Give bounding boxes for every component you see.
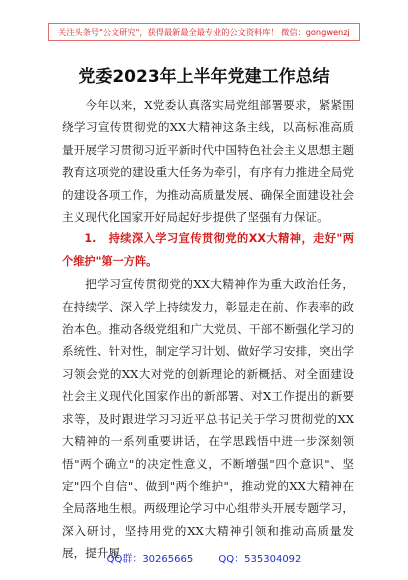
- section-heading: 1. 持续深入学习宣传贯彻党的XX大精神，走好"两个维护"第一方阵。: [62, 232, 354, 268]
- contact-footer: [0, 550, 408, 565]
- document-title: 党委2023年上半年党建工作总结: [78, 67, 330, 87]
- intro-paragraph: 今年以来，X党委认真落实局党组部署要求，紧紧围绕学习宣传贯彻党的XX大精神这条主线，以高标准高质量开展学习贯彻习近平新时代中国特色社会主义思想主题教育这项党的建设重大任务为牵引，有序有力推进全局党的建设各项工作，为推动高质量发展、确保全面建设社会主义现代化国家开好局起好步提供了坚强有力保证。: [62, 98, 354, 225]
- section-paragraph: 把学习宣传贯彻党的XX大精神作为重大政治任务，在持续学、深入学上持续发力，彰显走在前、作表率的政治本色。推动各级党组和广大党员、干部不断强化学习的系统性、针对性，制定学习计划、做好学习安排，突出学习领会党的XX大对党的创新理论的新概括、对全面建设社会主义现代化国家作出的新部署、对X工作提出的新要求等，及时跟进学习习近平总书记关于学习贯彻党的XX大精神的一系列重要讲话，在学思践悟中进一步深刻领悟"两个确立"的决定性意义，不断增强"四个意识"、坚定"四个自信"、做到"两个维护"，推动党的XX大精神在全局落地生根。两级理论学习中心组带头开展专题学习，深入研讨，坚持用党的XX大精神引领和推动高质量发展，提升履: [62, 277, 354, 561]
- qq-group: QQ群：30265665: [106, 554, 194, 565]
- document-body: [62, 94, 354, 565]
- promo-banner: 关注头条号"公文研究"，获得最新最全最专业的公文资料库！ 微信：gongwenzj: [48, 23, 360, 41]
- qq-number: QQ：535304092: [218, 554, 302, 565]
